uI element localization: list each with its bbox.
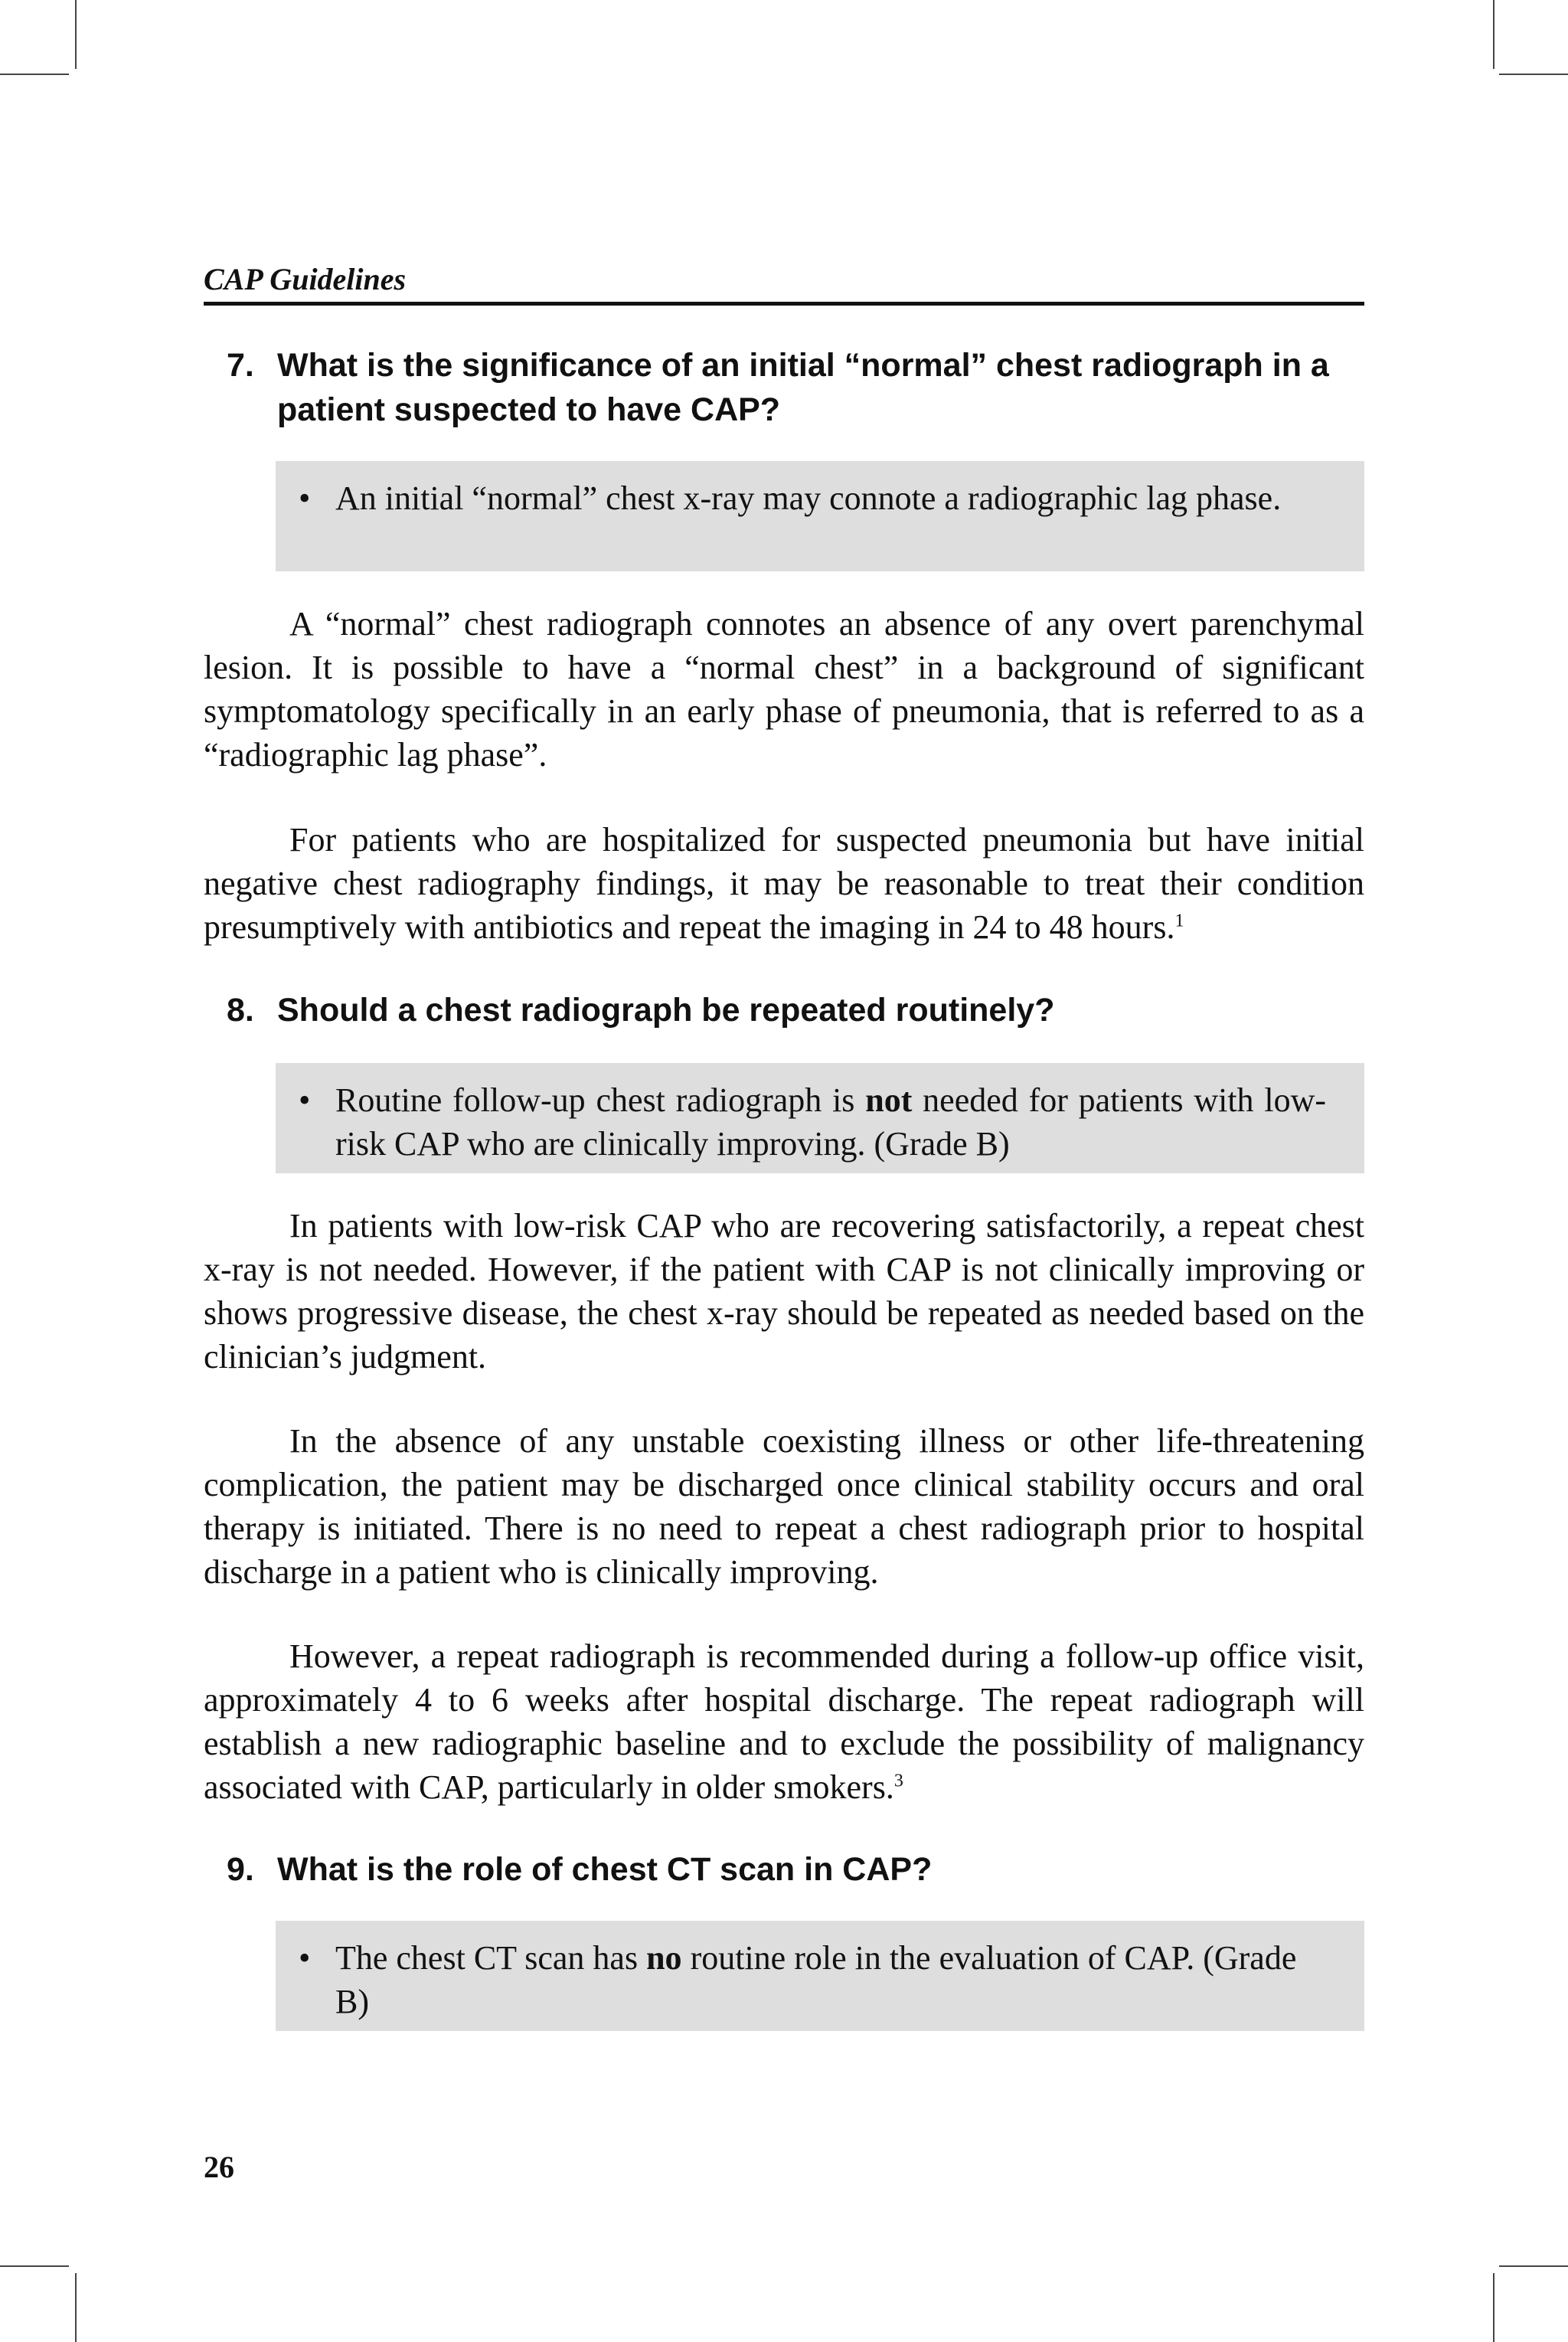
crop-mark xyxy=(1493,2273,1494,2342)
running-header xyxy=(204,259,1364,306)
question-9-heading xyxy=(227,1847,1367,1892)
page-number: 26 xyxy=(204,2150,234,2184)
paragraph-text: For patients who are hospitalized for suspected pneumonia but have initial negative chest radiography findings, it may be reasonable to treat their condition presumptively with antibiotics and repeat the imaging in 24 to 48 hours. xyxy=(204,821,1364,946)
body-paragraph xyxy=(204,1419,1364,1594)
reference-superscript: 1 xyxy=(1174,911,1184,931)
paragraph-text: A “normal” chest radiograph connotes an absence of any overt parenchymal lesion. It is possible to have a “normal chest” in a background of significant symptomatology specifically in an early phase of pneumonia, that is referred to as a “radiographic lag phase”. xyxy=(204,605,1364,774)
key-point-box xyxy=(276,461,1364,571)
crop-mark xyxy=(75,2273,77,2342)
bullet-symbol: • xyxy=(299,1939,311,1977)
question-title: What is the significance of an initial “normal” chest radiograph in a patient suspected to have CAP? xyxy=(277,347,1329,428)
question-title: Should a chest radiograph be repeated routinely? xyxy=(277,992,1055,1029)
question-title: What is the role of chest CT scan in CAP? xyxy=(277,1851,933,1888)
crop-mark xyxy=(0,2265,69,2267)
question-8-heading xyxy=(227,988,1367,1032)
key-point-box xyxy=(276,1921,1364,2031)
body-paragraph xyxy=(204,1634,1364,1809)
body-paragraph xyxy=(204,602,1364,777)
question-number: 9. xyxy=(227,1851,254,1888)
bullet-symbol: • xyxy=(299,1081,311,1119)
question-number: 8. xyxy=(227,992,254,1029)
question-7-heading xyxy=(227,343,1367,432)
crop-mark xyxy=(1493,0,1494,69)
crop-mark xyxy=(75,0,77,69)
key-point-box xyxy=(276,1063,1364,1173)
body-paragraph xyxy=(204,1204,1364,1379)
paragraph-text: In patients with low-risk CAP who are recovering satisfactorily, a repeat chest x-ray is not needed. However, if the patient with CAP is not clinically improving or shows progressive disease, the chest x-ray should be repeated as needed based on the clinician’s judgment. xyxy=(204,1207,1364,1375)
key-point-text: An initial “normal” chest x-ray may connote a radiographic lag phase. xyxy=(335,479,1282,517)
reference-superscript: 3 xyxy=(893,1771,903,1791)
emphasis-text: no xyxy=(646,1939,682,1977)
crop-mark xyxy=(1499,2265,1568,2267)
key-point-text: The chest CT scan has no routine role in the evaluation of CAP. (Grade B) xyxy=(335,1939,1297,2020)
key-point-text: Routine follow-up chest radiograph is not needed for patients with low-risk CAP who are clinically improving. (Grade B) xyxy=(335,1081,1327,1163)
crop-mark xyxy=(1499,74,1568,75)
bullet-symbol: • xyxy=(299,479,311,517)
crop-mark xyxy=(0,74,69,75)
body-paragraph xyxy=(204,818,1364,949)
emphasis-text: not xyxy=(865,1081,913,1119)
paragraph-text: In the absence of any unstable coexisting illness or other life-threatening complication, the patient may be discharged once clinical stability occurs and oral therapy is initiated. There is no need to repeat a chest radiograph prior to hospital discharge in a patient who is clinically improving. xyxy=(204,1422,1364,1591)
header-title: CAP Guidelines xyxy=(204,262,407,296)
paragraph-text: However, a repeat radiograph is recommended during a follow-up office visit, approximately 4 to 6 weeks after hospital discharge. The repeat radiograph will establish a new radiographic baseline and to exclude the possibility of malignancy associated with CAP, particularly in older smokers. xyxy=(204,1637,1364,1806)
question-number: 7. xyxy=(227,347,254,384)
